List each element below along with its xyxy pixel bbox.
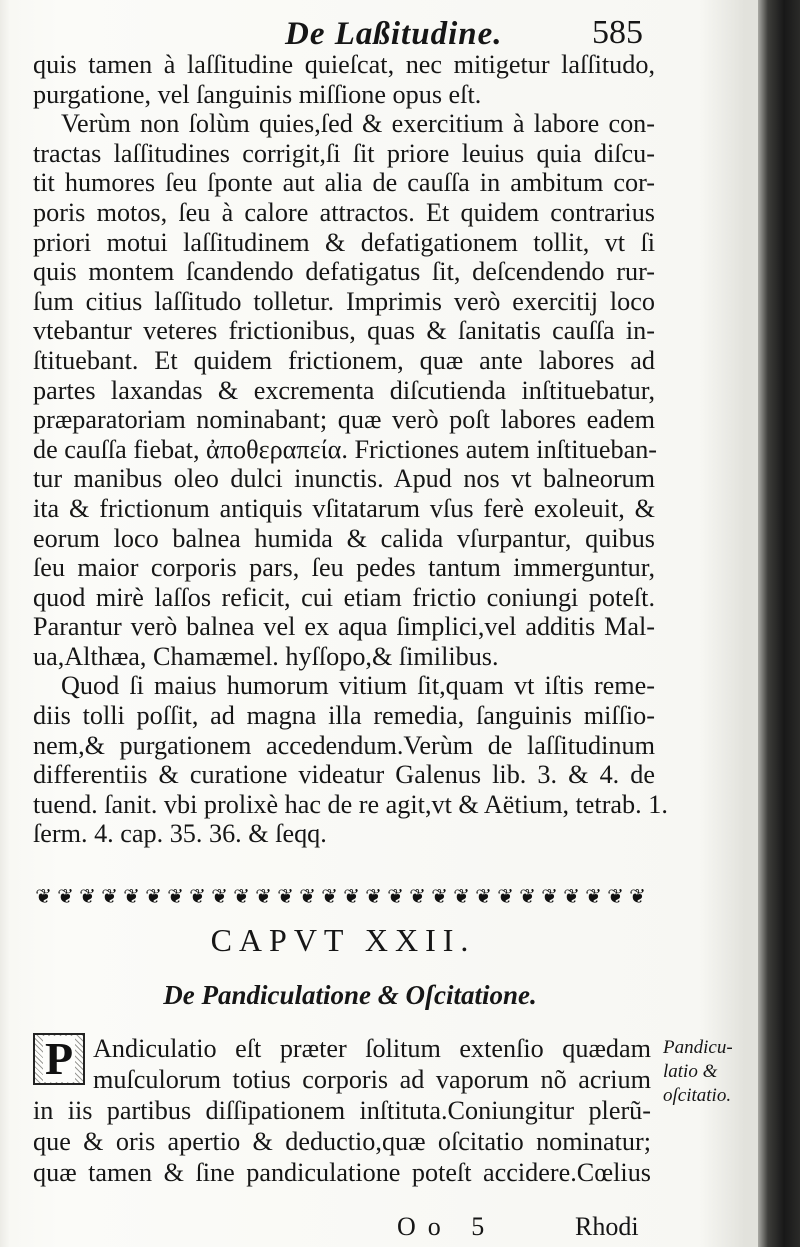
text-line: Andiculatio eſt præter ſolitum extenſio quædam	[93, 1034, 651, 1063]
fleuron-icon: ❦	[541, 884, 558, 908]
text-line: tit humores ſeu ſponte aut alia de cauſſa in ambitum cor-	[33, 168, 655, 198]
fleuron-icon: ❦	[585, 884, 602, 908]
fleuron-icon: ❦	[387, 884, 404, 908]
text-line: diis tolli poſſit, ad magna illa remedia, ſanguinis miſſio-	[33, 701, 655, 731]
fleuron-icon: ❦	[409, 884, 426, 908]
text-line: ſtituebant. Et quidem frictionem, quæ ante labores ad	[33, 345, 655, 375]
fleuron-icon: ❦	[629, 884, 646, 908]
text-line: priori motui laſſitudinem & defatigationem tollit, vt ſi	[33, 227, 655, 257]
fleuron-icon: ❦	[35, 884, 52, 908]
fleuron-icon: ❦	[607, 884, 624, 908]
text-line: que & oris apertio & deductio,quæ oſcitatio nominatur;	[33, 1127, 651, 1156]
fleuron-icon: ❦	[79, 884, 96, 908]
fleuron-icon: ❦	[321, 884, 338, 908]
text-line: nem,& purgationem accedendum.Verùm de laſſitudinum	[33, 730, 655, 760]
margin-note-line: latio &	[663, 1061, 718, 1082]
text-line: partes laxandas & excrementa diſcutienda inſtituebatur,	[33, 375, 655, 405]
text-line: differentiis & curatione videatur Galenus lib. 3. & 4. de	[33, 760, 655, 790]
signature-mark: Oo 5	[397, 1212, 497, 1241]
text-line: Quod ſi maius humorum vitium ſit,quam vt iſtis reme-	[61, 671, 655, 701]
fleuron-icon: ❦	[145, 884, 162, 908]
catchword: Rhodi	[575, 1212, 639, 1241]
fleuron-icon: ❦	[57, 884, 74, 908]
fleuron-icon: ❦	[255, 884, 272, 908]
fleuron-icon: ❦	[475, 884, 492, 908]
fleuron-icon: ❦	[519, 884, 536, 908]
fleuron-icon: ❦	[277, 884, 294, 908]
fleuron-icon: ❦	[123, 884, 140, 908]
text-line: Parantur verò balnea vel ex aqua ſimplici,vel additis Mal-	[33, 612, 655, 642]
text-line: quæ tamen & ſine pandiculatione poteſt accidere.Cœlius	[33, 1158, 651, 1187]
page-number: 585	[592, 14, 643, 51]
text-line: eorum loco balnea humida & calida vſurpantur, quibus	[33, 523, 655, 553]
fleuron-icon: ❦	[211, 884, 228, 908]
text-line: quis montem ſcandendo defatigatus ſit, deſcendendo rur-	[33, 257, 655, 287]
fleuron-icon: ❦	[167, 884, 184, 908]
text-line: ſeu maior corporis pars, ſeu pedes tantum immerguntur,	[33, 553, 655, 583]
chapter-title: De Pandiculatione & Oſcitatione.	[163, 980, 537, 1010]
chapter-heading: CAPVT XXII.	[210, 922, 476, 958]
fleuron-icon: ❦	[431, 884, 448, 908]
text-line: poris motos, ſeu à calore attractos. Et quidem contrarius	[33, 197, 655, 227]
text-line: tur manibus oleo dulci inunctis. Apud nos vt balneorum	[33, 464, 655, 494]
fleuron-icon: ❦	[365, 884, 382, 908]
chapter-section	[33, 1033, 651, 1188]
text-line: quod mirè laſſos reficit, cui etiam frictio coniungi poteſt.	[33, 582, 655, 612]
fleuron-icon: ❦	[299, 884, 316, 908]
text-line: in iis partibus diſſipationem inſtituta.Coniungitur plerũ-	[33, 1096, 651, 1125]
fleuron-icon: ❦	[189, 884, 206, 908]
margin-note-line: Pandicu-	[663, 1037, 733, 1058]
text-line: vtebantur veteres frictionibus, quas & ſanitatis cauſſa in-	[33, 316, 655, 346]
dropcap-initial	[33, 1033, 85, 1085]
text-line: tractas laſſitudines corrigit,ſi ſit priore leuius quia diſcu-	[33, 138, 655, 168]
text-line: de cauſſa fiebat, ἀποθεραπεία. Frictiones autem inſtitueban-	[33, 434, 658, 464]
text-line: ita & frictionum antiquis vſitatarum vſus ferè exoleuit, &	[33, 493, 655, 523]
text-line: præparatoriam nominabant; quæ verò poſt labores eadem	[33, 405, 655, 435]
running-title: De Laßitudine.	[285, 16, 503, 52]
margin-note	[663, 1036, 763, 1108]
body-text	[33, 50, 668, 849]
fleuron-icon: ❦	[497, 884, 514, 908]
book-spine	[758, 0, 800, 1247]
text-line: quis tamen à laſſitudine quieſcat, nec mitigetur laſſitudo,	[33, 50, 655, 79]
margin-note-line: oſcitatio.	[663, 1085, 732, 1106]
fleuron-icon: ❦	[343, 884, 360, 908]
text-line: ſerm. 4. cap. 35. 36. & ſeqq.	[33, 819, 327, 849]
text-line: ſum citius laſſitudo tolletur. Imprimis verò exercitij loco	[33, 286, 655, 316]
fleuron-icon: ❦	[563, 884, 580, 908]
fleuron-icon: ❦	[101, 884, 118, 908]
text-line: purgatione, vel ſanguinis miſſione opus eſt.	[33, 79, 482, 109]
page-footer	[0, 1212, 700, 1244]
text-line: Verùm non ſolùm quies,ſed & exercitium à labore con-	[61, 109, 655, 139]
ornamental-border	[33, 883, 648, 909]
text-line: tuend. ſanit. vbi prolixè hac de re agit,vt & Aëtium, tetrab. 1.	[33, 789, 668, 819]
text-line: muſculorum totius corporis ad vaporum nõ acrium	[93, 1065, 651, 1094]
dropcap-letter: P	[44, 1033, 74, 1084]
fleuron-icon: ❦	[233, 884, 250, 908]
text-line: ua,Althæa, Chamæmel. hyſſopo,& ſimilibus.	[33, 641, 499, 671]
fleuron-icon: ❦	[453, 884, 470, 908]
